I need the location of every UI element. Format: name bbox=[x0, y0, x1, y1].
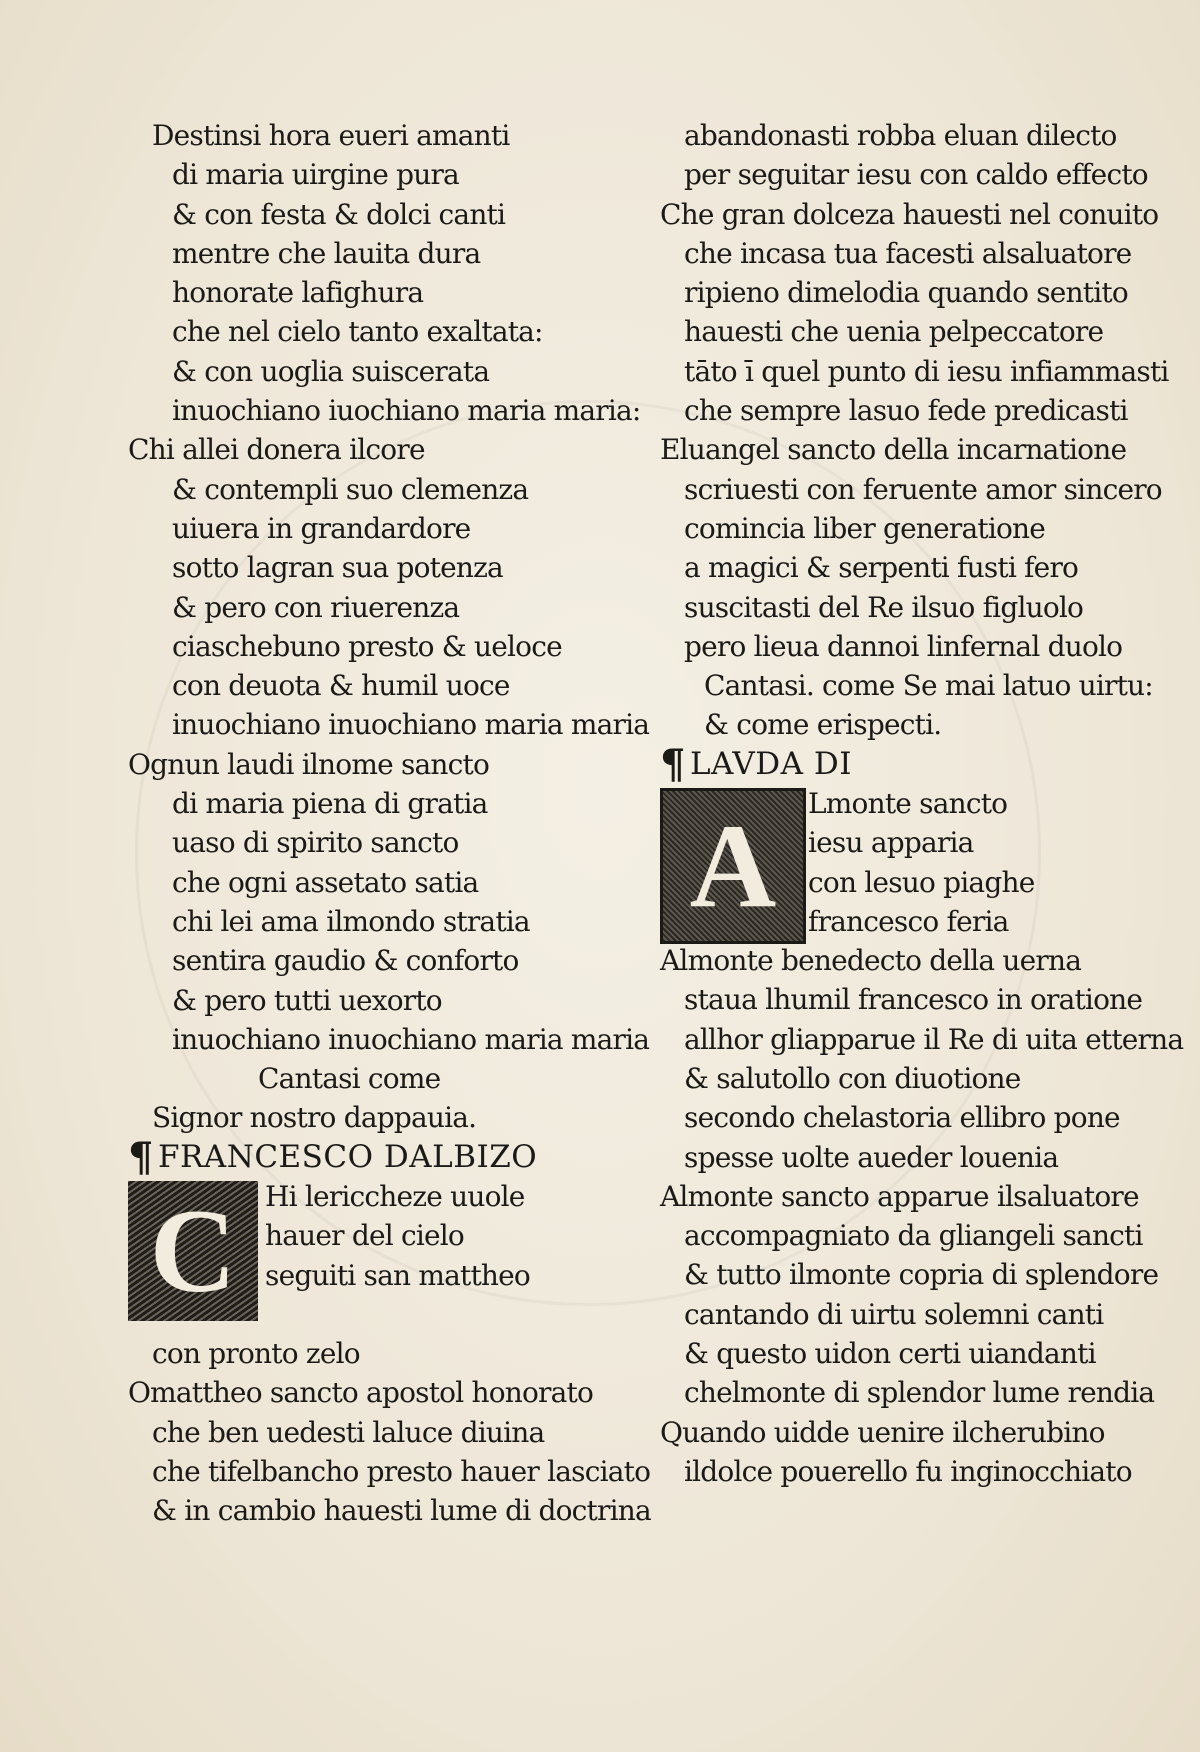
verse-line: mentre che lauita dura bbox=[172, 236, 481, 270]
initial-lines bbox=[265, 1177, 530, 1295]
verse-line: & in cambio hauesti lume di doctrina bbox=[152, 1494, 651, 1528]
initial-letter: C bbox=[149, 1184, 237, 1318]
paragraph-mark-icon: ¶ bbox=[128, 1133, 154, 1181]
verse-line: inuochiano inuochiano maria maria bbox=[172, 1022, 650, 1056]
heading-text: LAVDA DI bbox=[689, 745, 852, 782]
left-verse-lines bbox=[128, 116, 648, 1138]
left-tail-lines bbox=[128, 1334, 651, 1530]
verse-line: di maria piena di gratia bbox=[172, 787, 488, 821]
verse-line: che ben uedesti laluce diuina bbox=[152, 1415, 545, 1449]
verse-line: di maria uirgine pura bbox=[172, 158, 459, 192]
verse-line: & come erispecti. bbox=[704, 708, 942, 742]
verse-line: Hi lericcheze uuole bbox=[265, 1180, 525, 1214]
verse-line: Almonte benedecto della uerna bbox=[660, 944, 1082, 978]
verse-line: Che gran dolceza hauesti nel conuito bbox=[660, 197, 1159, 231]
verse-line: con deuota & humil uoce bbox=[172, 669, 510, 703]
verse-line: suscitasti del Re ilsuo figluolo bbox=[684, 590, 1084, 624]
verse-line: comincia liber generatione bbox=[684, 511, 1046, 545]
right-column bbox=[660, 116, 1184, 1491]
verse-line: Quando uidde uenire ilcherubino bbox=[660, 1415, 1105, 1449]
verse-line: chi lei ama ilmondo stratia bbox=[172, 904, 530, 938]
right-initial-block bbox=[660, 784, 1180, 941]
paragraph-mark-icon: ¶ bbox=[660, 740, 686, 788]
initial-lines bbox=[808, 784, 1034, 941]
verse-line: uaso di spirito sancto bbox=[172, 826, 459, 860]
verse-line: Chi allei donera ilcore bbox=[128, 433, 425, 467]
verse-line: Signor nostro dappauia. bbox=[152, 1101, 477, 1135]
verse-line: che sempre lasuo fede predicasti bbox=[684, 394, 1128, 428]
verse-line: honorate lafighura bbox=[172, 276, 424, 310]
verse-line: uiuera in grandardore bbox=[172, 511, 471, 545]
verse-line: pero lieua dannoi linfernal duolo bbox=[684, 629, 1123, 663]
verse-line: francesco feria bbox=[808, 904, 1009, 938]
verse-line: ciaschebuno presto & ueloce bbox=[172, 629, 562, 663]
verse-line: & con festa & dolci canti bbox=[172, 197, 506, 231]
verse-line: & pero con riuerenza bbox=[172, 590, 460, 624]
verse-line: Cantasi come bbox=[258, 1062, 441, 1096]
verse-line: ripieno dimelodia quando sentito bbox=[684, 276, 1128, 310]
verse-line: Omattheo sancto apostol honorato bbox=[128, 1376, 594, 1410]
verse-line: Destinsi hora eueri amanti bbox=[152, 119, 510, 152]
right-verse-lines bbox=[660, 116, 1180, 745]
verse-line: scriuesti con feruente amor sincero bbox=[684, 472, 1162, 506]
verse-line: seguiti san mattheo bbox=[265, 1258, 530, 1292]
right-section-heading bbox=[660, 740, 1180, 788]
verse-line: inuochiano inuochiano maria maria bbox=[172, 708, 650, 742]
verse-line: secondo chelastoria ellibro pone bbox=[684, 1101, 1120, 1135]
verse-line: Almonte sancto apparue ilsaluatore bbox=[660, 1179, 1139, 1213]
verse-line: cantando di uirtu solemni canti bbox=[684, 1297, 1104, 1331]
verse-line: che ogni assetato satia bbox=[172, 865, 479, 899]
verse-line: spesse uolte aueder louenia bbox=[684, 1140, 1059, 1174]
verse-line: sotto lagran sua potenza bbox=[172, 551, 503, 585]
verse-line: & tutto ilmonte copria di splendore bbox=[684, 1258, 1159, 1292]
right-tail-lines bbox=[660, 941, 1184, 1491]
verse-line: & con uoglia suiscerata bbox=[172, 354, 490, 388]
verse-line: con pronto zelo bbox=[152, 1337, 360, 1371]
verse-line: & contempli suo clemenza bbox=[172, 472, 529, 506]
verse-line: allhor gliapparue il Re di uita etterna bbox=[684, 1022, 1184, 1056]
verse-line: & questo uidon certi uiandanti bbox=[684, 1337, 1096, 1371]
verse-line: con lesuo piaghe bbox=[808, 865, 1035, 899]
verse-line: che incasa tua facesti alsaluatore bbox=[684, 236, 1132, 270]
verse-line: hauer del cielo bbox=[265, 1219, 464, 1253]
verse-line: sentira gaudio & conforto bbox=[172, 944, 519, 978]
left-section-heading bbox=[128, 1133, 648, 1181]
verse-line: iesu apparia bbox=[808, 826, 974, 860]
initial-letter: A bbox=[689, 799, 777, 933]
verse-line: per seguitar iesu con caldo effecto bbox=[684, 158, 1148, 192]
verse-line: staua lhumil francesco in oratione bbox=[684, 983, 1143, 1017]
verse-line: che tifelbancho presto hauer lasciato bbox=[152, 1454, 651, 1488]
verse-line: tāto ī quel punto di iesu infiammasti bbox=[684, 354, 1169, 388]
verse-line: & pero tutti uexorto bbox=[172, 983, 442, 1017]
verse-line: & salutollo con diuotione bbox=[684, 1061, 1021, 1095]
heading-text: FRANCESCO DALBIZO bbox=[157, 1138, 538, 1175]
verse-line: accompagniato da gliangeli sancti bbox=[684, 1219, 1143, 1253]
verse-line: hauesti che uenia pelpeccatore bbox=[684, 315, 1104, 349]
left-initial-block bbox=[128, 1177, 648, 1334]
verse-line: Lmonte sancto bbox=[808, 787, 1008, 821]
verse-line: ildolce pouerello fu inginocchiato bbox=[684, 1454, 1132, 1488]
verse-line: abandonasti robba eluan dilecto bbox=[684, 119, 1117, 152]
verse-line: Eluangel sancto della incarnatione bbox=[660, 433, 1127, 467]
verse-line: che nel cielo tanto exaltata: bbox=[172, 315, 543, 349]
verse-line: Ognun laudi ilnome sancto bbox=[128, 747, 490, 781]
verse-line: inuochiano iuochiano maria maria: bbox=[172, 394, 641, 428]
verse-line: Cantasi. come Se mai latuo uirtu: bbox=[704, 669, 1153, 703]
decorated-initial-c bbox=[128, 1181, 258, 1321]
left-column bbox=[128, 116, 651, 1531]
verse-line: chelmonte di splendor lume rendia bbox=[684, 1376, 1155, 1410]
decorated-initial-a bbox=[660, 788, 806, 944]
verse-line: a magici & serpenti fusti fero bbox=[684, 551, 1079, 585]
